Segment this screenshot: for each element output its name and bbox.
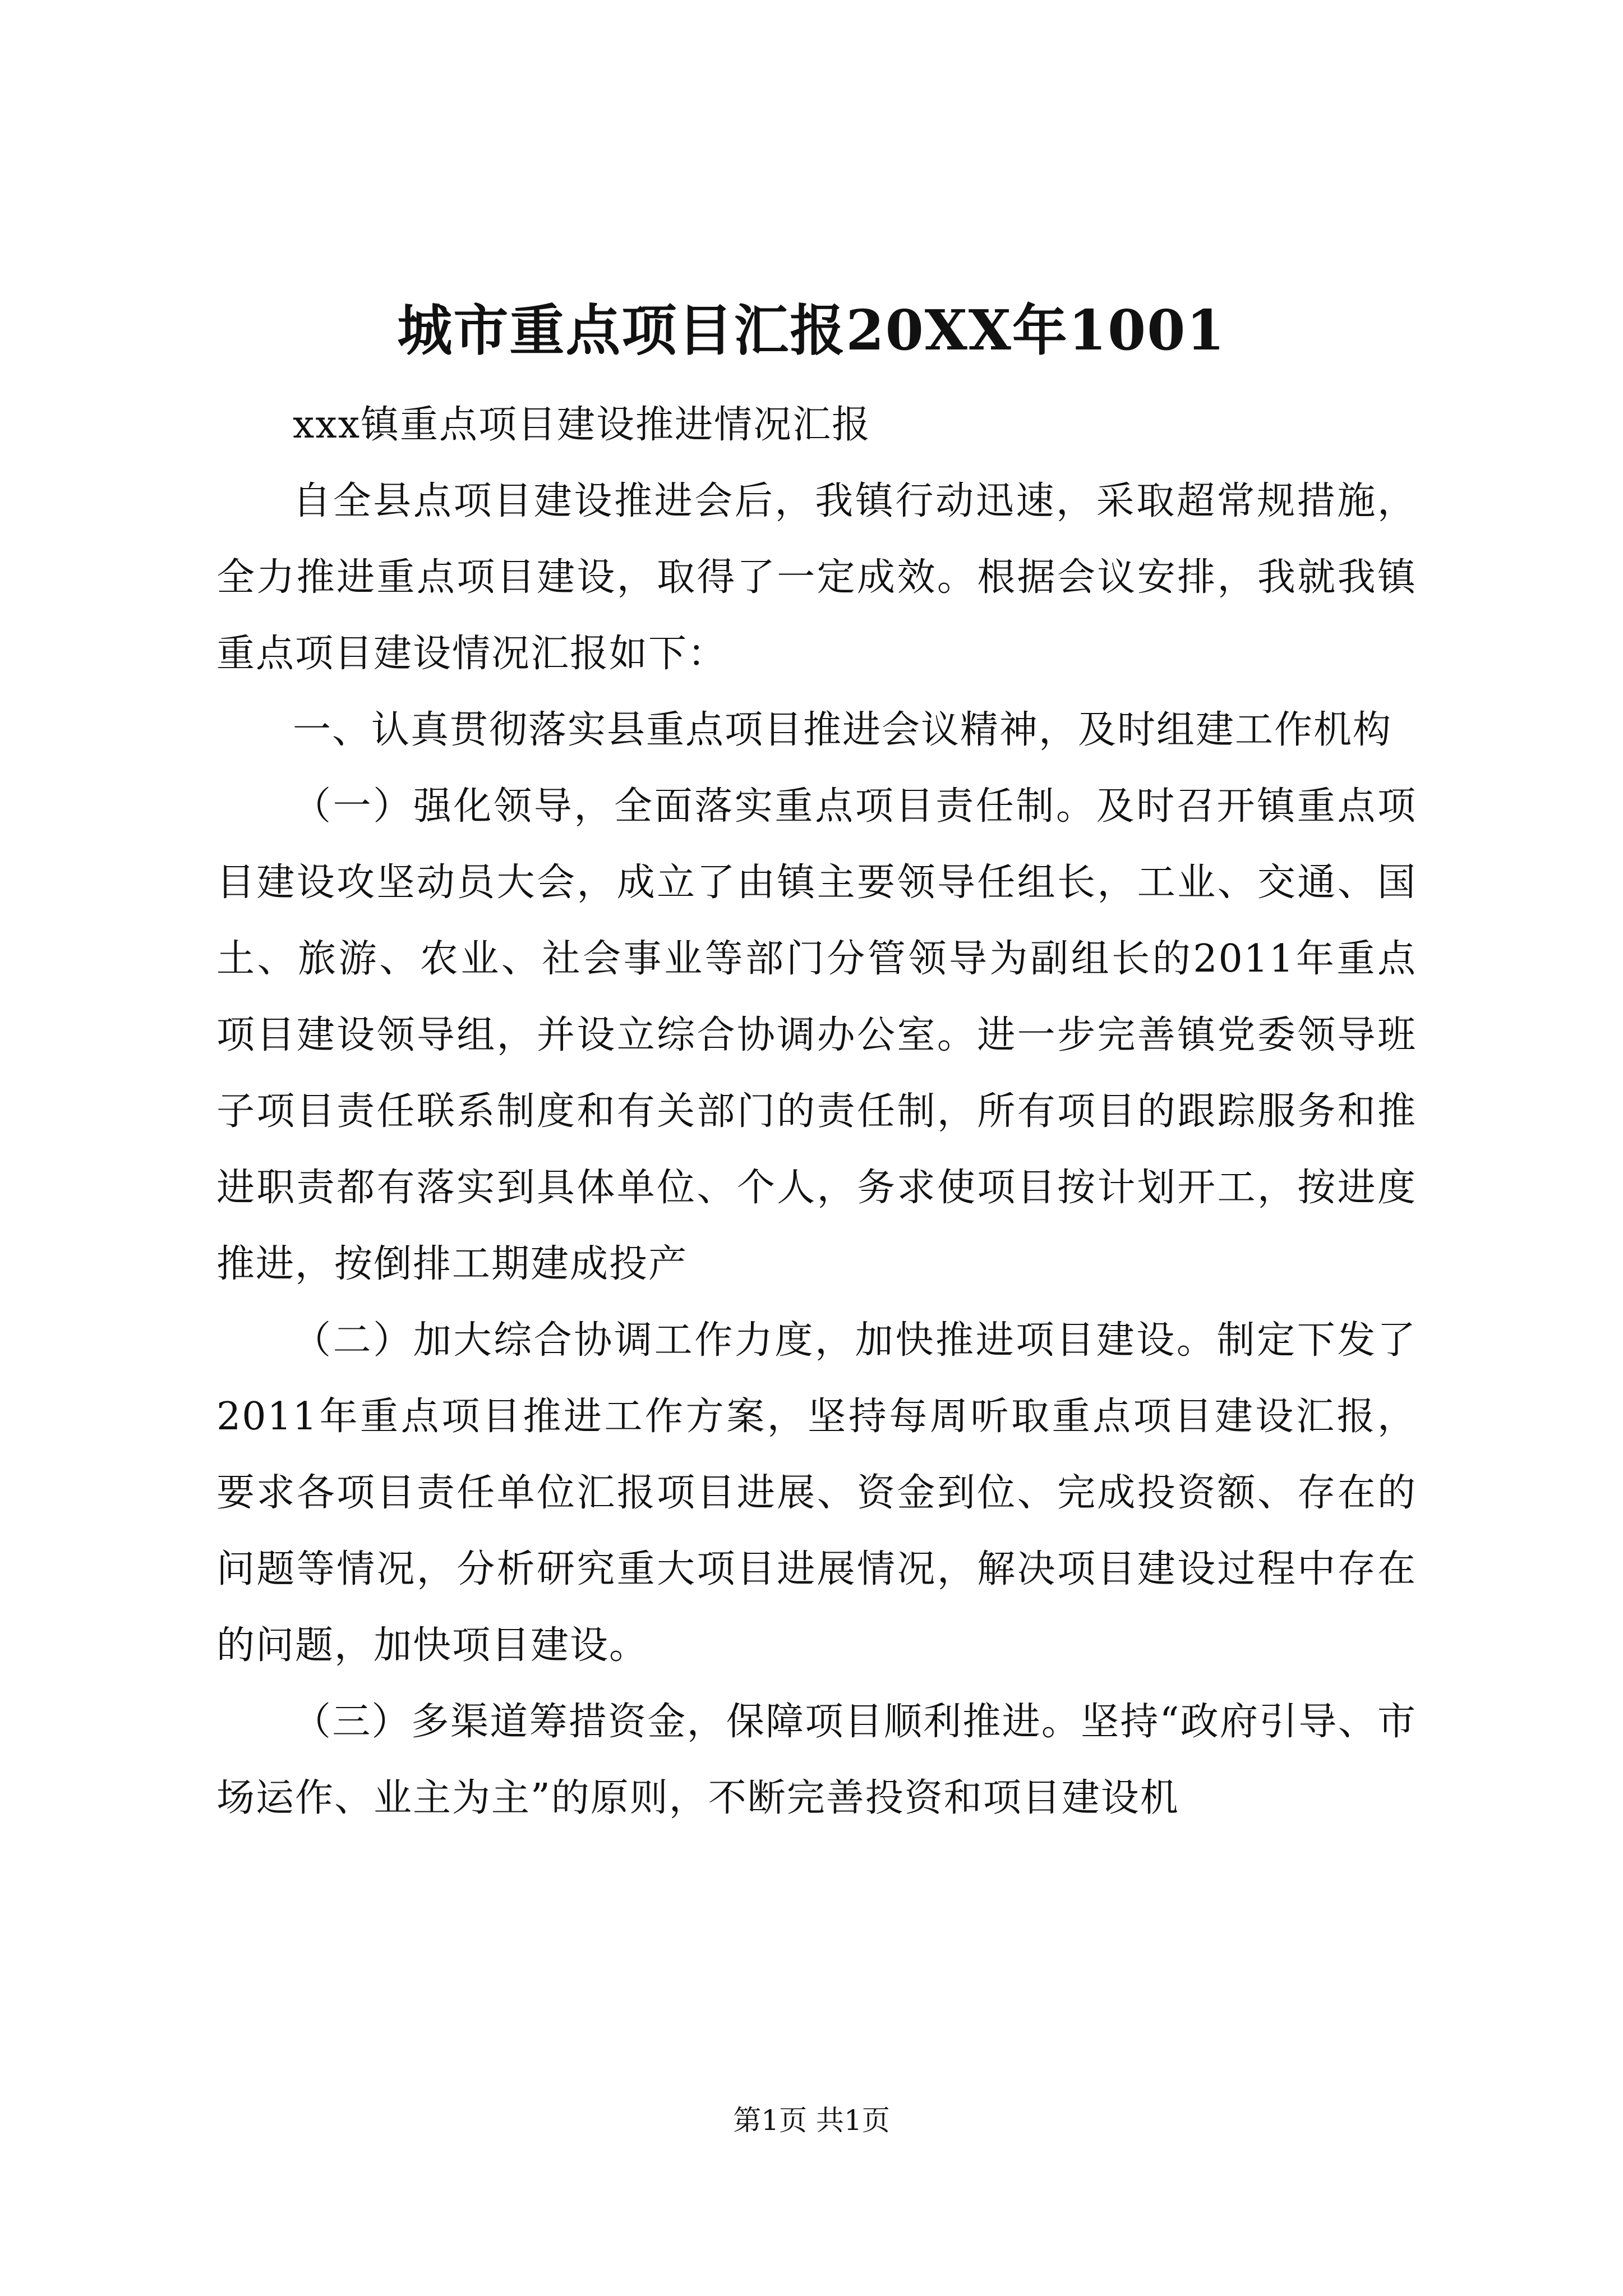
body-paragraph-1: （一）强化领导，全面落实重点项目责任制。及时召开镇重点项目建设攻坚动员大会，成立了由镇主要领导任组长，工业、交通、国土、旅游、农业、社会事业等部门分管领导为副组长的2011年重点项目建设领导组，并设立综合协调办公室。进一步完善镇党委领导班子项目责任联系制度和有关部门的责任制，所有项目的跟踪服务和推进职责都有落实到具体单位、个人，务求使项目按计划开工，按进度推进，按倒排工期建成投产 [216, 784, 1417, 1286]
intro-paragraph: 自全县点项目建设推进会后，我镇行动迅速，采取超常规措施，全力推进重点项目建设，取得了一定成效。根据会议安排，我就我镇重点项目建设情况汇报如下： [216, 479, 1417, 676]
section-heading-1: 一、认真贯彻落实县重点项目推进会议精神，及时组建工作机构 [293, 708, 1393, 752]
document-title: 城市重点项目汇报20XX年1001 [397, 298, 1226, 363]
page-number-footer: 第1页 共1页 [733, 2104, 890, 2137]
document-body [216, 387, 1417, 1837]
body-paragraph-2: （二）加大综合协调工作力度，加快推进项目建设。制定下发了2011年重点项目推进工作方案，坚持每周听取重点项目建设汇报，要求各项目责任单位汇报项目进展、资金到位、完成投资额、存在的问题等情况，分析研究重大项目进展情况，解决项目建设过程中存在的问题，加快项目建设。 [216, 1318, 1417, 1668]
subtitle-paragraph: xxx镇重点项目建设推进情况汇报 [293, 403, 872, 447]
body-paragraph-3: （三）多渠道筹措资金，保障项目顺利推进。坚持“政府引导、市场运作、业主为主”的原则，不断完善投资和项目建设机 [216, 1700, 1417, 1820]
